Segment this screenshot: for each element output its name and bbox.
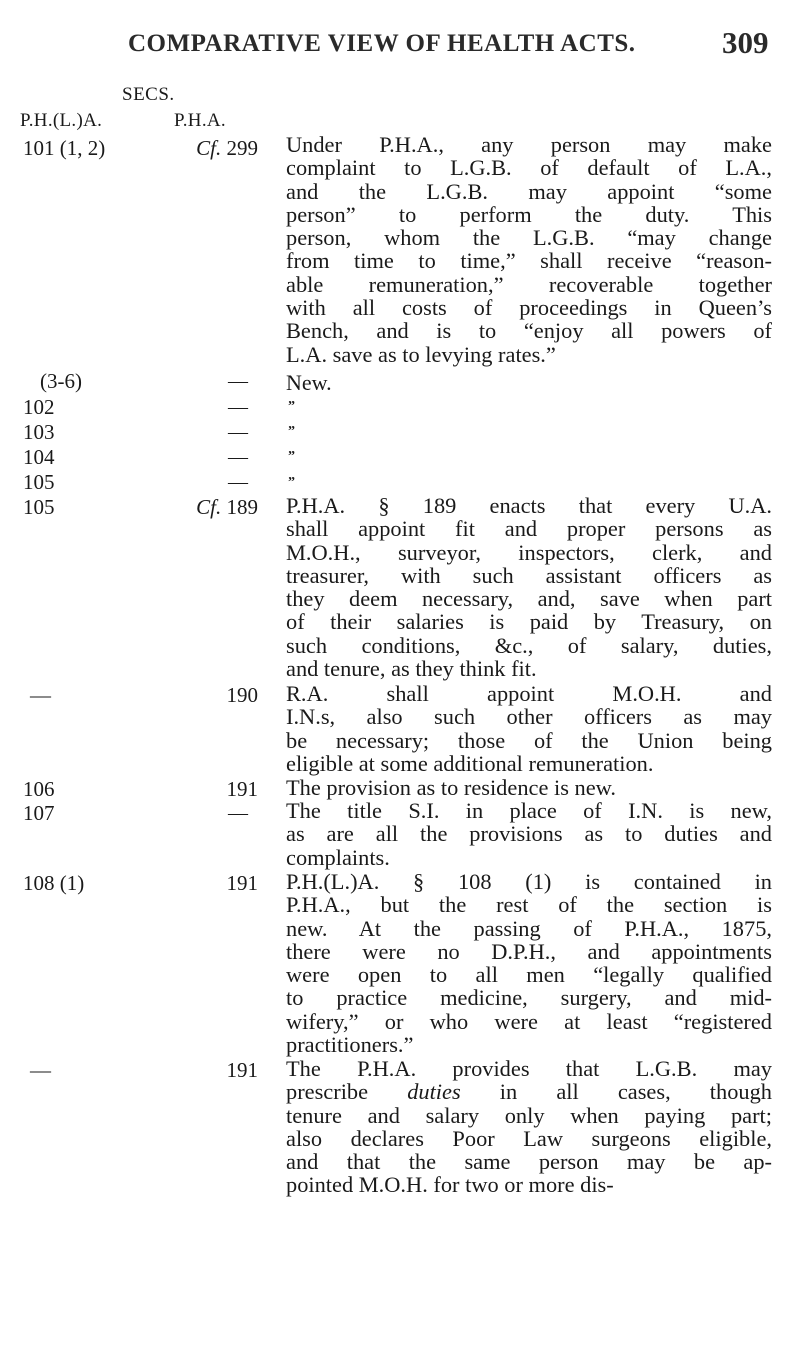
pha-section: 191 [226, 871, 258, 895]
text-line: shall appoint fit and proper persons as [286, 516, 772, 542]
column-heading-pha: P.H.A. [174, 110, 226, 131]
phla-section: — [30, 1058, 51, 1082]
entry-text [286, 870, 772, 1056]
text-line: P.H.A., but the rest of the section is [286, 892, 772, 918]
text-line: and that the same person may be ap- [286, 1149, 772, 1175]
pha-section: — [228, 471, 248, 493]
text-line: and the L.G.B. may appoint “some [286, 178, 772, 204]
text-line: new. At the passing of P.H.A., 1875, [286, 915, 772, 941]
pha-section: 191 [226, 1058, 258, 1082]
text-line: there were no D.P.H., and appointments [286, 938, 772, 964]
text-line: Under P.H.A., any person may make [286, 132, 772, 157]
phla-section: 107 [23, 801, 55, 825]
text-line: practitioners.” [286, 1032, 414, 1058]
pha-section: — [228, 421, 248, 443]
text-line: as are all the provisions as to duties and [286, 821, 772, 847]
text-line: complaint to L.G.B. of default of L.A., [286, 155, 772, 181]
page-number: 309 [722, 25, 769, 60]
text-line: P.H.A. § 189 enacts that every U.A. [286, 493, 772, 518]
text-line: were open to all men “legally qualified [286, 962, 772, 988]
running-title: COMPARATIVE VIEW OF HEALTH ACTS. [128, 30, 636, 57]
phla-section: 103 [23, 420, 55, 444]
pha-section: — [228, 446, 248, 468]
text-line: pointed M.O.H. for two or more dis- [286, 1172, 614, 1198]
phla-section: 108 (1) [23, 871, 85, 895]
phla-section: 106 [23, 777, 55, 801]
entry-text [286, 1057, 772, 1197]
text-line: of their salaries is paid by Treasury, on [286, 609, 772, 635]
text-line: also declares Poor Law surgeons eligible, [286, 1125, 772, 1151]
text-line: L.A. save as to levying rates.” [286, 341, 556, 367]
text-line: P.H.(L.)A. § 108 (1) is contained in [286, 869, 772, 894]
text-line: person, whom the L.G.B. “may change [286, 225, 772, 251]
pha-section: Cf. 299 [196, 136, 258, 160]
pha-section: Cf. 189 [196, 495, 258, 519]
phla-section: 105 [23, 470, 55, 494]
phla-section: 102 [23, 395, 55, 419]
text-line: person” to perform the duty. This [286, 201, 772, 227]
entry-text [286, 682, 772, 775]
phla-section: — [30, 683, 51, 707]
phla-section: 105 [23, 495, 55, 519]
text-line: Bench, and is to “enjoy all powers of [286, 318, 772, 344]
ditto-mark: ” [288, 399, 296, 414]
text-line: prescribe duties in all cases, though [286, 1079, 772, 1105]
ditto-mark: ” [288, 424, 296, 439]
phla-section: (3-6) [40, 369, 82, 393]
phla-section: 101 (1, 2) [23, 136, 106, 160]
text-line: to practice medicine, surgery, and mid- [286, 985, 772, 1011]
pha-section: 191 [226, 777, 258, 801]
text-line: be necessary; those of the Union being [286, 727, 772, 753]
entry-text [286, 799, 772, 869]
text-line: with all costs of proceedings in Queen’s [286, 295, 772, 321]
text-line: The title S.I. in place of I.N. is new, [286, 798, 772, 823]
entry-text [286, 133, 772, 366]
pha-section: — [228, 396, 248, 418]
text-line: they deem necessary, and, save when part [286, 586, 772, 612]
text-line: treasurer, with such assistant officers as [286, 562, 772, 588]
text-line: able remuneration,” recoverable together [286, 271, 772, 297]
text-line: R.A. shall appoint M.O.H. and [286, 681, 772, 706]
phla-section: 104 [23, 445, 55, 469]
entry-text [286, 776, 772, 799]
text-line: eligible at some additional remuneration. [286, 750, 654, 776]
text-line: M.O.H., surveyor, inspectors, clerk, and [286, 539, 772, 565]
column-heading-phla: P.H.(L.)A. [20, 110, 103, 131]
text-line: wifery,” or who were at least “registered [286, 1008, 772, 1034]
text-line: I.N.s, also such other officers as may [286, 704, 772, 730]
secs-heading: SECS. [122, 84, 175, 105]
ditto-mark: ” [288, 475, 296, 490]
running-head [0, 22, 800, 62]
text-line: from time to time,” shall receive “reason- [286, 248, 772, 274]
pha-section: — [228, 370, 248, 392]
entry-text [286, 494, 772, 680]
text-line: The P.H.A. provides that L.G.B. may [286, 1056, 772, 1081]
pha-section: — [228, 802, 248, 824]
pha-section: 190 [226, 683, 258, 707]
text-line: and tenure, as they think fit. [286, 656, 537, 682]
text-line: complaints. [286, 844, 390, 870]
text-line: such conditions, &c., of salary, duties, [286, 632, 772, 658]
ditto-mark: ” [288, 449, 296, 464]
text-line: tenure and salary only when paying part; [286, 1102, 772, 1128]
entry-text: New. [286, 370, 332, 395]
text-line: The provision as to residence is new. [286, 775, 616, 800]
